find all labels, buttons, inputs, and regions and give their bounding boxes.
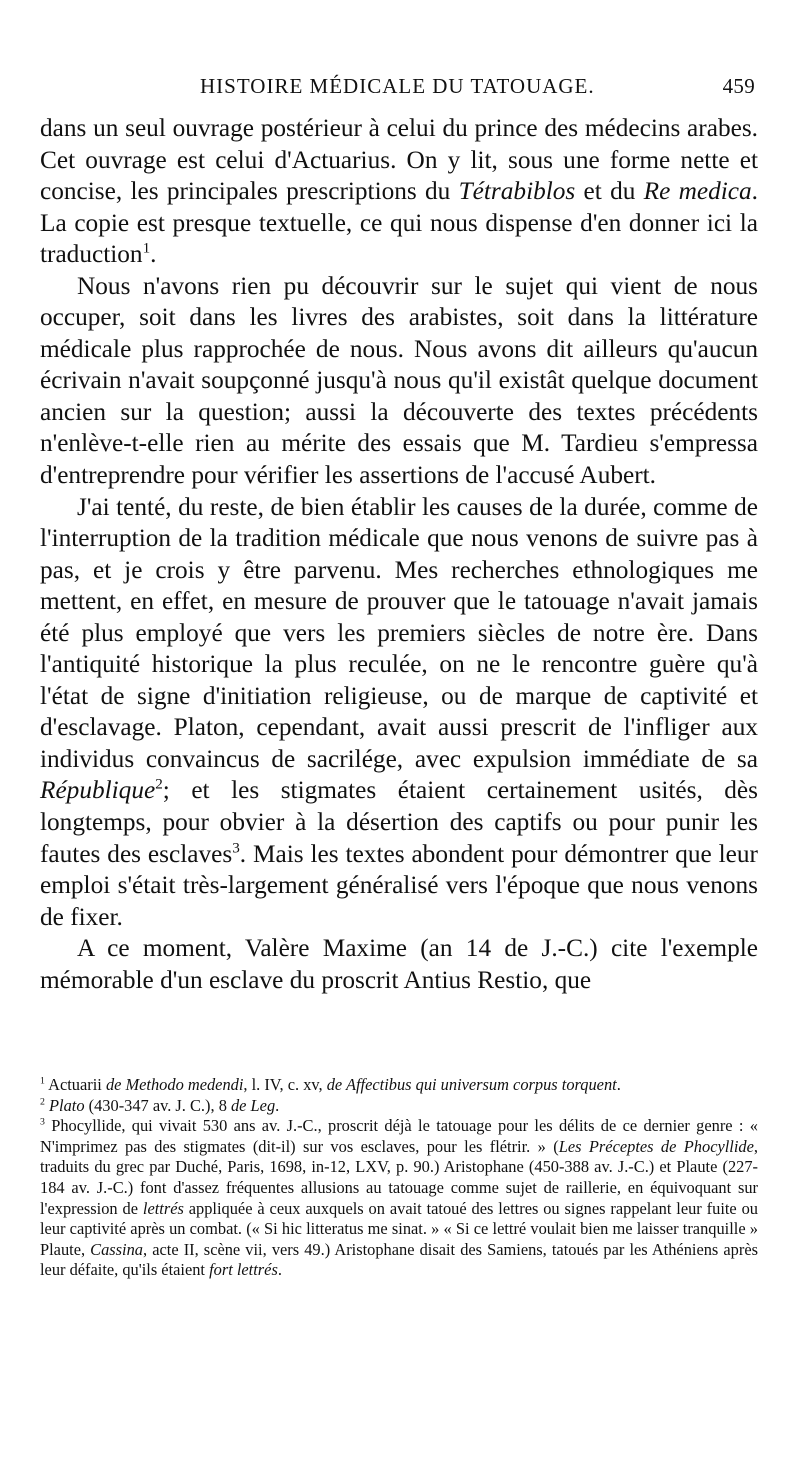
- footnote-ref-2: 2: [155, 776, 163, 794]
- paragraph-1-text-mid: et du: [575, 177, 644, 206]
- footnote-1-title: de Methodo medendi: [105, 1075, 244, 1094]
- footnote-ref-1: 1: [142, 239, 151, 257]
- footnote-1-label: 1: [40, 1075, 45, 1087]
- paragraph-2: Nous n'avons rien pu découvrir sur le sujet qui vient de nous occuper, soit dans les livres des arabistes, soit dans la littérature médicale plus rapprochée de nous. Nous avons dit ailleurs qu'aucun écrivain n'avait soupçonné jusqu'à nous qu'il existât quelque document ancien sur la question; aussi la découverte des textes précédents n'enlève-t-elle rien au mérite des essais que M. Tardieu s'empressa d'entreprendre pour vérifier les assertions de l'accusé Aubert.: [40, 271, 758, 490]
- footnote-3-label: 3: [40, 1116, 45, 1128]
- footnote-2-text-b: .: [275, 1095, 280, 1115]
- page-number: 459: [722, 74, 755, 98]
- paragraph-1: [40, 113, 758, 271]
- title-re-medica: Re medica: [643, 177, 752, 206]
- footnote-3-text-b: , traduits du grec par Duché, Paris, 1698, in-12, LXV, p. 90.) Aristophane (450-388 av. J.-C.) et Plaute (227-184 av. J.-C.) font d'assez fréquentes allusions au tatouage comme sujet de raillerie, en équivoquant sur l'expression de: [40, 1136, 758, 1218]
- footnote-3-phrase: fort lettrés: [209, 1260, 278, 1280]
- footnote-2: [40, 1096, 758, 1117]
- footnote-1-text-b: , l. IV, c. xv,: [243, 1075, 327, 1094]
- paragraph-3-text-c: . Mais les textes abondent pour démontrer que leur emploi s'était très-largement généralisé vers l'époque que nous venons de fixer.: [40, 839, 758, 931]
- running-head: [40, 74, 755, 104]
- footnote-1-text-c: .: [616, 1075, 621, 1094]
- footnote-2-text: (430-347 av. J. C.), 8: [84, 1095, 231, 1115]
- footnote-1-title-2: de Affectibus qui universum corpus torquent: [326, 1075, 617, 1094]
- paragraph-1-text: dans un seul ouvrage postérieur à celui du prince des médecins arabes. Cet ouvrage est celui d'Actuarius. On y lit, sous une forme nette et concise, les principales prescriptions du: [40, 114, 758, 206]
- footnote-3-play-title: Cassina: [90, 1239, 144, 1259]
- footnotes: [40, 1075, 758, 1281]
- paragraph-3: [40, 492, 758, 934]
- paragraph-3-text: J'ai tenté, du reste, de bien établir les causes de la durée, comme de l'interruption de la tradition médicale que nous venons de suivre pas à pas, et je crois y être parvenu. Mes recherches ethnologiques me mettent, en effet, en mesure de prouver que le tatouage n'avait jamais été plus employé que vers les premiers siècles de notre ère. Dans l'antiquité historique la plus reculée, on ne le rencontre guère qu'à l'état de signe d'initiation religieuse, ou de marque de captivité et d'esclavage. Platon, cependant, avait aussi prescrit de l'infliger aux individus convaincus de sacrilége, avec expulsion immédiate de sa: [40, 492, 758, 773]
- footnote-2-title: de Leg: [230, 1095, 276, 1115]
- footnote-1-text: Actuarii: [48, 1075, 106, 1094]
- footnote-3-text-c: appliquée à ceux auxquels on avait tatoué des lettres ou signes rappelant leur fuite ou leur captivité après un combat. (« Si hic litteratus me sinat. » « Si ce lettré voulait bien me laisser tranquille » Plaute,: [40, 1198, 758, 1259]
- footnote-3-text: Phocyllide, qui vivait 530 ans av. J.-C., proscrit déjà le tatouage pour les délits de ce dernier genre : « N'imprimez pas des stigmates (dit-il) sur vos esclaves, pour les flétrir. » (: [40, 1116, 758, 1156]
- footnote-3-text-e: .: [277, 1260, 282, 1280]
- paragraph-4: A ce moment, Valère Maxime (an 14 de J.-C.) cite l'exemple mémorable d'un esclave du proscrit Antius Restio, que: [40, 934, 758, 994]
- footnote-3-text-d: , acte II, scène vii, vers 49.) Aristophane disait des Samiens, tatoués par les Athéniens après leur défaite, qu'ils étaient: [40, 1239, 758, 1280]
- title-tetrabiblos: Tétrabiblos: [458, 177, 576, 206]
- footnote-3-title: Les Préceptes de Phocyllide: [558, 1136, 754, 1156]
- body-text: [40, 113, 758, 996]
- footnote-2-label: 2: [40, 1096, 45, 1108]
- footnote-3: [40, 1116, 758, 1281]
- title-republique: République: [40, 776, 156, 805]
- footnote-ref-3: 3: [232, 839, 240, 857]
- footnote-2-author: Plato: [49, 1095, 85, 1115]
- paragraph-1-text-end: . La copie est presque textuelle, ce qui nous dispense d'en donner ici la traduction: [40, 177, 758, 269]
- running-title: HISTOIRE MÉDICALE DU TATOUAGE.: [200, 74, 595, 98]
- footnote-1: [40, 1075, 758, 1096]
- paragraph-3-text-b: ; et les stigmates étaient certainement usités, dès longtemps, pour obvier à la désertion des captifs ou pour punir les fautes des esclaves: [40, 776, 758, 868]
- paragraph-1-tail: .: [150, 240, 157, 269]
- footnote-3-term: lettrés: [142, 1198, 184, 1218]
